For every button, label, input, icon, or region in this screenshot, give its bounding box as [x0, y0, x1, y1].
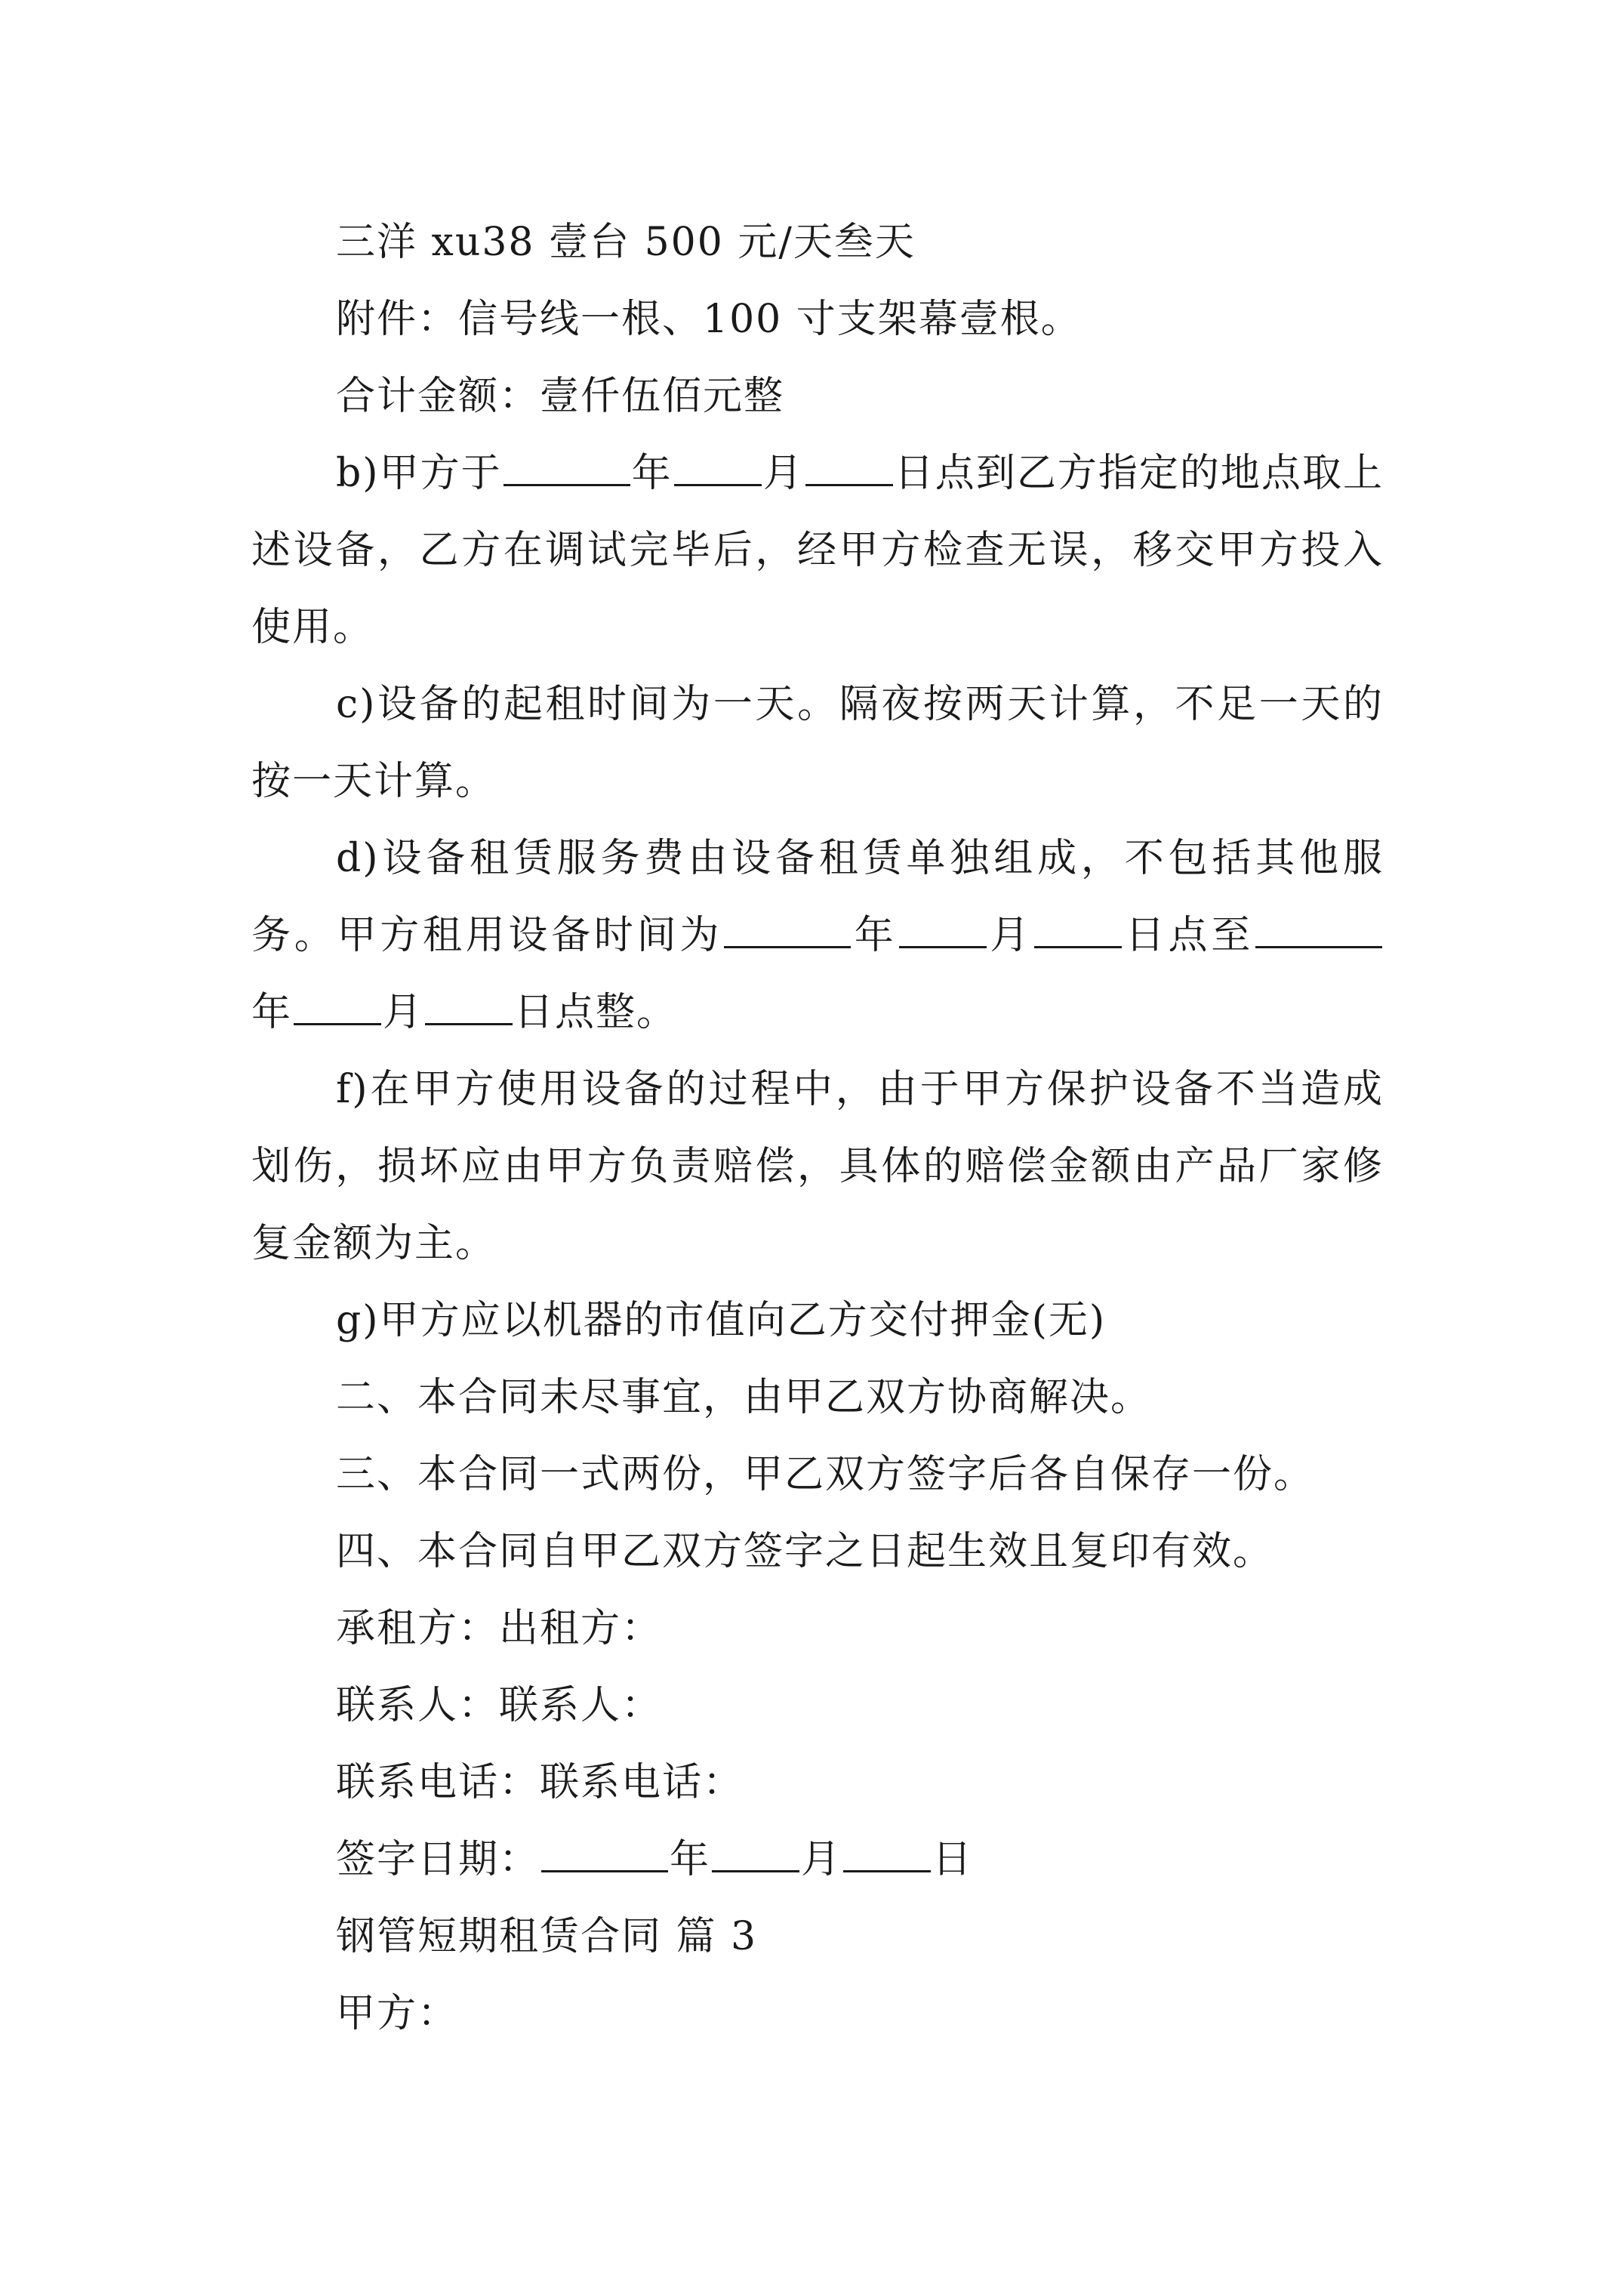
- blank-year-field: [504, 445, 630, 486]
- sign-date-year: 年: [670, 1837, 711, 1882]
- blank-month-field: [674, 445, 762, 486]
- clause-d-text-1: d)设备租赁服务费由设备租赁单独组成，不包括其他服务。甲方租用设备时间为: [251, 836, 1384, 958]
- next-section-title-text: 钢管短期租赁合同 篇 3: [336, 1914, 758, 1959]
- contact-phone-text: 联系电话：联系电话：: [336, 1760, 744, 1805]
- blank-sign-day-field: [843, 1831, 931, 1872]
- clause-d-text-2: 年: [852, 913, 898, 958]
- blank-sign-month-field: [712, 1831, 799, 1872]
- clause-c: [251, 666, 1384, 820]
- accessories-line: [251, 281, 1384, 358]
- blank-start-month-field: [899, 907, 987, 948]
- clause-f-text: f)在甲方使用设备的过程中，由于甲方保护设备不当造成划伤，损坏应由甲方负责赔偿，具体的赔偿金额由产品厂家修复金额为主。: [251, 1067, 1384, 1266]
- clause-d-text-3: 月: [987, 913, 1033, 958]
- blank-sign-year-field: [541, 1831, 668, 1872]
- lessee-lessor-text: 承租方：出租方：: [336, 1606, 663, 1651]
- sign-date-day: 日: [932, 1837, 974, 1882]
- document-body: [251, 204, 1384, 2052]
- clause-d-text-7: 日点整。: [514, 990, 678, 1035]
- blank-start-day-field: [1034, 907, 1122, 948]
- clause-d-text-5: 年: [251, 990, 293, 1035]
- article-3: [251, 1436, 1384, 1513]
- blank-day-field: [805, 445, 893, 486]
- blank-end-year-field: [1255, 907, 1382, 948]
- contact-person-text: 联系人：联系人：: [336, 1683, 663, 1728]
- clause-b: [251, 435, 1384, 666]
- clause-d-text-4: 日点至: [1123, 913, 1254, 958]
- clause-c-text: c)设备的起租时间为一天。隔夜按两天计算，不足一天的按一天计算。: [251, 682, 1384, 804]
- party-a-text: 甲方：: [336, 1991, 459, 2036]
- clause-g: [251, 1282, 1384, 1359]
- accessories-text: 附件：信号线一根、100 寸支架幕壹根。: [336, 297, 1082, 342]
- clause-g-text: g)甲方应以机器的市值向乙方交付押金(无): [336, 1298, 1107, 1343]
- sign-date-month: 月: [801, 1837, 842, 1882]
- blank-end-month-field: [294, 984, 381, 1025]
- clause-d: [251, 820, 1384, 1051]
- next-section-title: [251, 1898, 1384, 1975]
- article-4-text: 四、本合同自甲乙双方签字之日起生效且复印有效。: [336, 1529, 1274, 1574]
- article-2: [251, 1359, 1384, 1436]
- total-amount-text: 合计金额：壹仟伍佰元整: [336, 374, 785, 419]
- clause-b-text-3: 月: [762, 451, 804, 496]
- clause-d-text-6: 月: [383, 990, 424, 1035]
- clause-b-text-1: b)甲方于: [336, 451, 502, 496]
- contact-phone-line: [251, 1744, 1384, 1821]
- article-4: [251, 1513, 1384, 1590]
- total-amount-line: [251, 358, 1384, 435]
- article-3-text: 三、本合同一式两份，甲乙双方签字后各自保存一份。: [336, 1452, 1315, 1497]
- equipment-item-text: 三洋 xu38 壹台 500 元/天叁天: [336, 220, 916, 265]
- sign-date-label: 签字日期：: [336, 1837, 540, 1882]
- contact-person-line: [251, 1667, 1384, 1744]
- party-a-line: [251, 1975, 1384, 2052]
- clause-b-text-2: 年: [631, 451, 673, 496]
- clause-b-text-4: 日点到乙方指定的地点取上述设备，乙方在调试完毕后，经甲方检查无误，移交甲方投入使用。: [251, 451, 1384, 650]
- lessee-lessor-line: [251, 1590, 1384, 1667]
- blank-start-year-field: [724, 907, 851, 948]
- clause-f: [251, 1051, 1384, 1282]
- blank-end-day-field: [425, 984, 513, 1025]
- article-2-text: 二、本合同未尽事宜，由甲乙双方协商解决。: [336, 1375, 1152, 1420]
- equipment-item-line: [251, 204, 1384, 281]
- sign-date-line: [251, 1821, 1384, 1898]
